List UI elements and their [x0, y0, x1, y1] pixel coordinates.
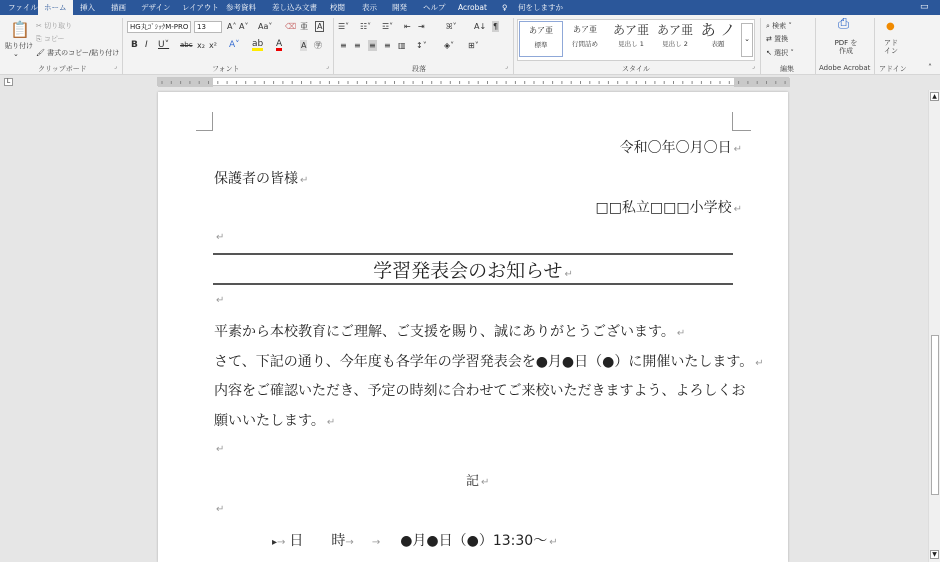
tab-arrow-icon: →: [277, 537, 286, 548]
group-separator: [122, 18, 123, 74]
body-line-4[interactable]: [214, 410, 335, 430]
style-title-sample: あ ノ: [700, 21, 736, 39]
shading-icon[interactable]: ◈˅: [444, 41, 455, 50]
replace-label: 置換: [774, 35, 789, 43]
paragraph-mark: ↵: [733, 144, 742, 155]
align-justify-icon[interactable]: ≡: [369, 41, 376, 50]
align-left-icon[interactable]: ≡: [340, 41, 347, 50]
numbering-icon[interactable]: ☷˅: [360, 22, 372, 31]
body-text: 願いいたします。: [214, 413, 325, 429]
crop-mark-top-left: [196, 112, 213, 131]
styles-more-button[interactable]: ⌄: [741, 23, 753, 57]
select-button[interactable]: ↖ 選択 ˅: [766, 49, 794, 57]
tell-me-search[interactable]: 何をしますか: [518, 3, 563, 12]
paragraph-dialog-launcher-icon[interactable]: ⌟: [505, 63, 508, 70]
paragraph-mark: ↵: [755, 358, 764, 369]
lightbulb-icon: ♀: [502, 3, 508, 12]
ribbon-home: [0, 15, 940, 75]
scroll-thumb[interactable]: [931, 335, 939, 495]
tab-view[interactable]: 表示: [362, 3, 377, 12]
empty-paragraph[interactable]: [214, 440, 224, 456]
tab-mailings[interactable]: 差し込み文書: [272, 3, 317, 12]
align-center-icon[interactable]: ≡: [354, 41, 361, 50]
paragraph-mark: ↵: [216, 295, 225, 306]
phonetic-guide-icon[interactable]: 亜: [300, 22, 308, 31]
style-heading1-sample: あア亜: [612, 23, 649, 37]
tab-help[interactable]: ヘルプ: [423, 3, 446, 12]
grow-font-icon[interactable]: A˄ A˅: [227, 22, 249, 31]
font-dialog-launcher-icon[interactable]: ⌟: [326, 63, 329, 70]
tab-developer[interactable]: 開発: [392, 3, 407, 12]
enclose-char-icon[interactable]: ㊫: [314, 41, 322, 50]
decrease-indent-icon[interactable]: ⇤: [404, 22, 411, 31]
font-size-combo[interactable]: [194, 21, 222, 33]
acrobat-group-label: Adobe Acrobat: [819, 64, 871, 72]
tab-review[interactable]: 校閲: [330, 3, 345, 12]
font-group-label: フォント: [212, 65, 240, 73]
addin-button[interactable]: アド イン: [884, 39, 898, 55]
list-bullet-icon: ▸: [272, 537, 278, 548]
style-title[interactable]: [696, 21, 740, 57]
editing-group-label: 編集: [780, 65, 794, 73]
style-no-spacing-sample: あア亜: [573, 25, 597, 34]
date-text: 令和〇年〇月〇日: [619, 140, 732, 156]
find-button[interactable]: ⌕ 検索 ˅: [766, 22, 792, 30]
vertical-scrollbar[interactable]: [928, 90, 940, 562]
font-name-value: HG丸ｺﾞｼｯｸM-PRO: [130, 23, 189, 31]
horizontal-ruler[interactable]: [157, 77, 789, 86]
show-marks-icon[interactable]: ¶: [493, 22, 499, 31]
document-page[interactable]: [158, 92, 788, 562]
ribbon-tab-bar: [0, 0, 940, 15]
copy-label: コピー: [43, 35, 65, 43]
title-bottom-rule: [213, 283, 733, 285]
paragraph-mark: ↵: [676, 328, 686, 339]
document-sender[interactable]: [595, 197, 742, 217]
paste-icon[interactable]: 📋: [10, 20, 30, 39]
body-text: 内容をご確認いただき、予定の時刻に合わせてご来校いただきますよう、よろしくお: [214, 383, 746, 399]
distribute-icon[interactable]: ▥: [398, 41, 406, 50]
clipboard-group-label: クリップボード: [38, 65, 87, 73]
highlight-icon[interactable]: ab: [252, 39, 264, 49]
scroll-down-icon[interactable]: ▼: [930, 550, 939, 559]
paragraph-mark: ↵: [216, 232, 225, 243]
format-painter-label: 書式のコピー/貼り付け: [47, 49, 120, 57]
style-heading2-sample: あア亜: [656, 23, 693, 37]
clear-format-icon[interactable]: ⌫: [285, 22, 297, 31]
styles-group-label: スタイル: [622, 65, 650, 73]
empty-paragraph[interactable]: [214, 228, 224, 244]
paste-dropdown-icon[interactable]: ⌄: [13, 50, 19, 58]
style-heading1[interactable]: [609, 21, 653, 57]
dialog-launcher-icon[interactable]: ⌟: [114, 63, 117, 70]
format-painter-button[interactable]: 🖌 書式のコピー/貼り付け: [36, 49, 120, 57]
find-label: 検索: [772, 22, 787, 30]
paragraph-mark: ↵: [300, 175, 309, 186]
addin-icon[interactable]: ●: [886, 21, 895, 32]
align-right-icon[interactable]: ≡: [384, 41, 391, 50]
style-title-label: 表題: [711, 40, 725, 48]
style-normal-sample: あア亜: [529, 26, 553, 35]
comment-icon[interactable]: ▭: [920, 2, 929, 12]
tab-references[interactable]: 参考資料: [226, 3, 256, 12]
select-label: 選択: [774, 49, 789, 57]
paragraph-mark: ↵: [216, 444, 225, 455]
document-date[interactable]: [620, 137, 742, 157]
create-pdf-button[interactable]: PDF を作成: [834, 39, 858, 55]
tab-file[interactable]: ファイル: [8, 3, 38, 12]
style-no-spacing-label: 行間詰め: [572, 40, 598, 48]
bullets-icon[interactable]: ☰˅: [338, 22, 350, 31]
superscript-icon[interactable]: x²: [209, 41, 217, 50]
tab-home[interactable]: ホーム: [38, 0, 73, 15]
body-line-3[interactable]: [214, 380, 745, 400]
font-size-value: 13: [197, 23, 206, 31]
copy-button[interactable]: ⎘ コピー: [36, 35, 65, 43]
body-text: さて、下記の通り、今年度も各学年の学習発表会を●月●日（●）に開催いたします。: [214, 354, 754, 370]
italic-icon[interactable]: I: [145, 40, 148, 50]
style-heading2[interactable]: [653, 21, 697, 57]
paragraph-group-label: 段落: [412, 65, 426, 73]
replace-button[interactable]: [766, 34, 788, 44]
addin-group-label: アドイン: [879, 65, 907, 73]
ki-heading[interactable]: [466, 470, 489, 489]
style-heading2-label: 見出し 2: [662, 40, 688, 48]
empty-paragraph[interactable]: [214, 500, 224, 516]
char-shading-icon[interactable]: A: [301, 41, 307, 50]
asian-layout-icon[interactable]: ꕤ˅: [446, 22, 457, 31]
paragraph-mark: ↵: [564, 269, 573, 280]
document-title[interactable]: [213, 256, 733, 283]
strikethrough-icon[interactable]: abc: [180, 41, 193, 49]
style-normal[interactable]: [519, 21, 563, 57]
pdf-create-icon[interactable]: ⎙: [838, 16, 850, 32]
collapse-ribbon-icon[interactable]: ˄: [928, 63, 932, 72]
increase-indent-icon[interactable]: ⇥: [418, 22, 425, 31]
style-heading1-label: 見出し 1: [618, 40, 644, 48]
title-top-rule: [213, 253, 733, 255]
group-separator: [333, 18, 334, 74]
char-border-icon[interactable]: A: [317, 22, 323, 31]
tab-arrow-icon: →: [345, 537, 354, 548]
ruler-ticks: [158, 78, 790, 87]
sort-icon[interactable]: A↓: [474, 22, 487, 31]
replace-icon: ⇄: [766, 35, 772, 43]
crop-mark-top-right: [732, 112, 751, 131]
borders-icon[interactable]: ⊞˅: [468, 41, 479, 50]
font-color-icon[interactable]: A: [276, 39, 283, 49]
empty-paragraph[interactable]: [214, 291, 224, 307]
change-case-icon[interactable]: Aa˅: [258, 22, 273, 31]
schedule-label: 日 時: [289, 533, 346, 549]
subscript-icon[interactable]: x₂: [197, 41, 205, 50]
paragraph-mark: ↵: [216, 504, 225, 515]
title-text: 学習発表会のお知らせ: [373, 260, 563, 282]
font-name-combo[interactable]: [127, 21, 191, 33]
tab-insert[interactable]: 挿入: [80, 3, 95, 12]
cut-label: 切り取り: [44, 22, 73, 30]
style-normal-label: 標準: [534, 41, 548, 49]
paragraph-mark: ↵: [326, 417, 336, 428]
sender-text: □□私立□□□小学校: [595, 200, 732, 216]
tab-acrobat[interactable]: Acrobat: [458, 3, 487, 12]
schedule-value: ●月●日（●）13:30〜: [400, 533, 548, 549]
ki-text: 記: [466, 474, 480, 489]
paste-button[interactable]: 貼り付け: [5, 42, 33, 50]
recipient-text: 保護者の皆様: [214, 171, 298, 187]
group-separator: [874, 18, 875, 74]
tab-selector-icon[interactable]: L: [4, 78, 13, 86]
body-text: 平素から本校教育にご理解、ご支援を賜り、誠にありがとうございます。: [214, 324, 675, 340]
text-effects-icon[interactable]: A˅: [229, 40, 240, 50]
tab-draw[interactable]: 描画: [111, 3, 126, 12]
group-separator: [513, 18, 514, 74]
paragraph-mark: ↵: [481, 477, 490, 488]
tab-design[interactable]: デザイン: [141, 3, 171, 12]
style-no-spacing[interactable]: [563, 21, 607, 57]
group-separator: [760, 18, 761, 74]
body-line-1[interactable]: [214, 321, 685, 341]
group-separator: [815, 18, 816, 74]
tab-arrow-icon: →: [371, 537, 381, 548]
body-line-2[interactable]: [214, 351, 764, 371]
scroll-up-icon[interactable]: ▲: [930, 92, 939, 101]
line-spacing-icon[interactable]: ↕˅: [416, 41, 427, 50]
schedule-line[interactable]: [272, 530, 558, 550]
paragraph-mark: ↵: [733, 204, 742, 215]
styles-dialog-launcher-icon[interactable]: ⌟: [752, 63, 755, 70]
tab-layout[interactable]: レイアウト: [182, 3, 219, 12]
search-icon: ⌕: [766, 22, 770, 30]
document-recipient[interactable]: [214, 168, 308, 188]
cursor-icon: ↖: [766, 49, 772, 57]
bold-icon[interactable]: B: [131, 40, 138, 50]
paragraph-mark: ↵: [549, 537, 558, 548]
multilevel-list-icon[interactable]: ☲˅: [382, 22, 394, 31]
cut-button[interactable]: ✂ 切り取り: [36, 22, 73, 30]
underline-icon[interactable]: U˅: [158, 40, 170, 50]
